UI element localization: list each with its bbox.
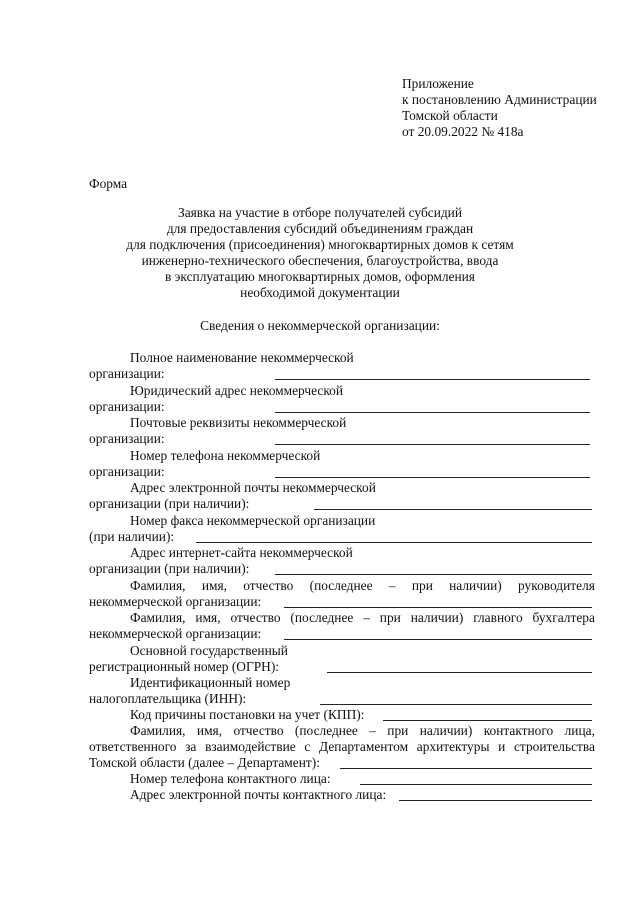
fax-input[interactable]	[196, 542, 592, 543]
accountant-name-label-2: некоммерческой организации:	[89, 626, 262, 641]
label-word: при	[387, 723, 409, 738]
contact-name-label-3: Томской области (далее – Департамент):	[89, 755, 320, 770]
ogrn-label-2: регистрационный номер (ОГРН):	[89, 659, 279, 674]
website-input[interactable]	[275, 574, 592, 575]
contact-name-label-2	[89, 739, 595, 755]
label-word: –	[388, 578, 396, 593]
head-name-label-2: некоммерческой организации:	[89, 594, 262, 609]
title-line-3: для подключения (присоединения) многоквартирных домов к сетям	[126, 237, 514, 252]
postal-details-label: Почтовые реквизиты некоммерческой	[130, 415, 347, 430]
fax-label: Номер факса некоммерческой организации	[130, 513, 376, 528]
kpp-label: Код причины постановки на учет (КПП):	[130, 707, 365, 722]
appendix-line-2: к постановлению Администрации	[402, 92, 597, 107]
postal-details-label-2: организации:	[89, 431, 165, 446]
label-word: имя,	[196, 723, 223, 738]
title-line-1: Заявка на участие в отборе получателей субсидий	[177, 205, 463, 220]
label-word: (последнее	[294, 723, 358, 738]
label-word: ответственного	[89, 739, 177, 754]
label-word: архитектуры	[416, 739, 490, 754]
inn-label: Идентификационный номер	[130, 675, 291, 690]
label-word: строительства	[513, 739, 595, 754]
legal-address-input[interactable]	[275, 412, 590, 413]
label-word: Фамилия,	[130, 723, 186, 738]
legal-address-label: Юридический адрес некоммерческой	[130, 383, 344, 398]
appendix-line-3: Томской области	[402, 108, 498, 123]
contact-phone-input[interactable]	[360, 784, 592, 785]
label-word: за	[185, 739, 197, 754]
label-word: взаимодействие	[205, 739, 296, 754]
label-word: при	[379, 610, 401, 625]
full-name-label: Полное наименование некоммерческой	[130, 350, 354, 365]
contact-email-label: Адрес электронной почты контактного лица:	[130, 787, 387, 802]
head-name-input[interactable]	[284, 607, 592, 608]
website-label: Адрес интернет-сайта некоммерческой	[130, 545, 353, 560]
label-word: при	[411, 578, 433, 593]
label-word: с	[304, 739, 311, 754]
label-word: Фамилия,	[130, 578, 186, 593]
label-word: (последнее	[309, 578, 373, 593]
label-word: наличии)	[410, 610, 464, 625]
label-word: лица,	[564, 723, 595, 738]
accountant-name-label	[130, 610, 595, 626]
accountant-name-input[interactable]	[284, 639, 592, 640]
label-word: имя,	[195, 610, 221, 625]
inn-input[interactable]	[320, 704, 592, 705]
website-label-2: организации (при наличии):	[89, 561, 250, 576]
contact-name-label	[130, 723, 595, 739]
email-label: Адрес электронной почты некоммерческой	[130, 480, 376, 495]
contact-phone-label: Номер телефона контактного лица:	[130, 771, 331, 786]
label-word: бухгалтера	[532, 610, 595, 625]
title-line-6: необходимой документации	[240, 285, 400, 300]
contact-name-input[interactable]	[340, 768, 592, 769]
email-label-2: организации (при наличии):	[89, 496, 250, 511]
phone-label-2: организации:	[89, 464, 165, 479]
label-word: наличии)	[449, 578, 502, 593]
legal-address-label-2: организации:	[89, 399, 165, 414]
label-word: и	[498, 739, 506, 754]
label-word: главного	[473, 610, 523, 625]
head-name-label	[130, 578, 595, 594]
title-line-2: для предоставления субсидий объединениям граждан	[166, 221, 474, 236]
full-name-input[interactable]	[275, 379, 590, 380]
kpp-input[interactable]	[383, 720, 592, 721]
title-line-4: инженерно-технического обеспечения, благоустройства, ввода	[141, 253, 499, 268]
appendix-line-4: от 20.09.2022 № 418а	[402, 124, 524, 139]
label-word: –	[363, 610, 370, 625]
inn-label-2: налогоплательщика (ИНН):	[89, 691, 247, 706]
label-word: руководителя	[518, 578, 595, 593]
postal-details-input[interactable]	[275, 444, 590, 445]
label-word: отчество	[243, 578, 294, 593]
label-word: Фамилия,	[130, 610, 186, 625]
label-word: отчество	[230, 610, 281, 625]
label-word: отчество	[233, 723, 284, 738]
contact-email-input[interactable]	[399, 800, 592, 801]
full-name-label-2: организации:	[89, 366, 165, 381]
label-word: контактного	[483, 723, 554, 738]
label-word: –	[369, 723, 376, 738]
label-word: имя,	[201, 578, 227, 593]
ogrn-input[interactable]	[327, 672, 592, 673]
title-line-5: в эксплуатацию многоквартирных домов, оформления	[165, 269, 475, 284]
fax-label-2: (при наличии):	[89, 529, 175, 544]
phone-label: Номер телефона некоммерческой	[130, 448, 321, 463]
ogrn-label: Основной государственный	[130, 643, 288, 658]
appendix-line-1: Приложение	[402, 76, 474, 91]
label-word: наличии)	[419, 723, 473, 738]
phone-input[interactable]	[275, 477, 590, 478]
label-word: (последнее	[290, 610, 354, 625]
email-input[interactable]	[314, 509, 592, 510]
label-word: Департаментом	[319, 739, 409, 754]
section-heading: Сведения о некоммерческой организации:	[200, 318, 440, 333]
form-label: Форма	[89, 176, 128, 191]
